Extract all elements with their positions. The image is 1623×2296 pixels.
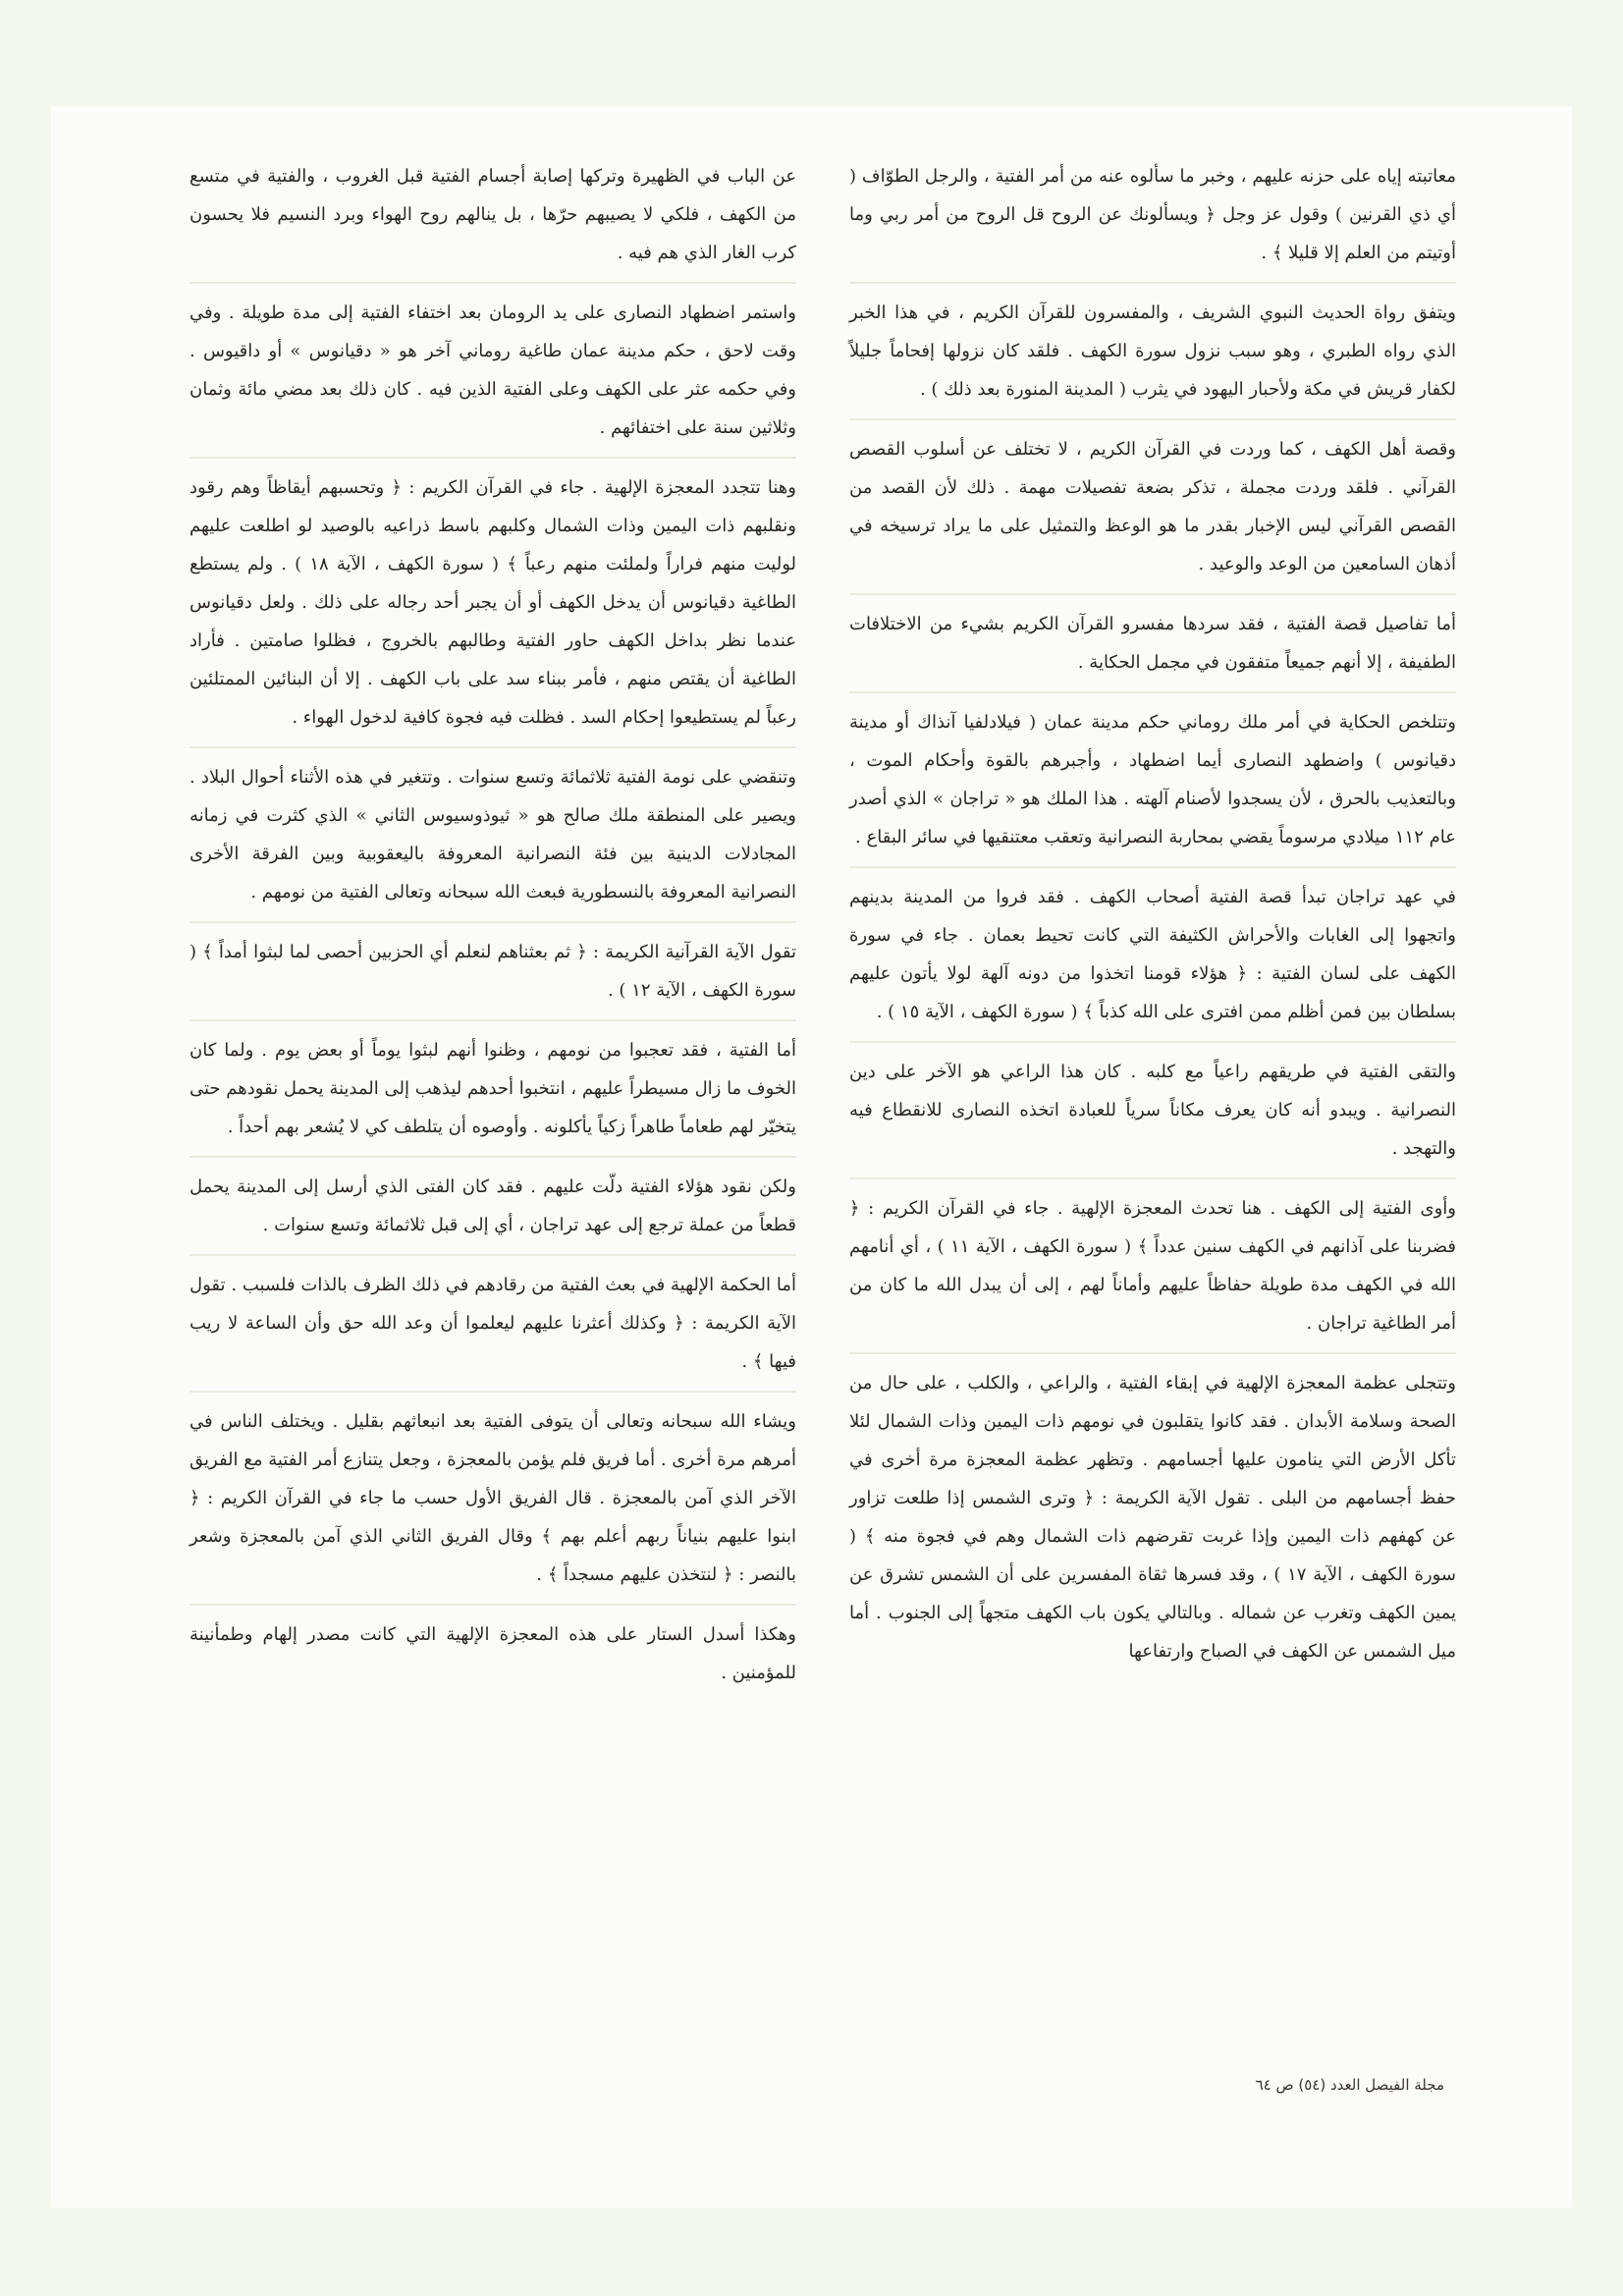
paragraph: أما تفاصيل قصة الفتية ، فقد سردها مفسرو القرآن الكريم بشيء من الاختلافات الطفيفة ، إلا أنهم جميعاً متفقون في مجمل الحكاية .	[849, 605, 1456, 693]
paragraph: وتتجلى عظمة المعجزة الإلهية في إبقاء الفتية ، والراعي ، والكلب ، على حال من الصحة وسلامة الأبدان . فقد كانوا يتقلبون في نومهم ذات اليمين وذات الشمال لئلا تأكل الأرض التي ينامون عليها أجسامهم . وتظهر عظمة المعجزة مرة أخرى في حفظ أجسامهم من البلى . تقول الآية الكريمة : ﴿ وترى الشمس إذا طلعت تزاور عن كهفهم ذات اليمين وإذا غربت تقرضهم ذات الشمال وهم في فجوة منه ﴾ ( سورة الكهف ، الآية ١٧ ) ، وقد فسرها ثقاة المفسرين على أن الشمس تشرق عن يمين الكهف وتغرب عن شماله . وبالتالي يكون باب الكهف متجهاً إلى الجنوب . أما ميل الشمس عن الكهف في الصباح وارتفاعها	[849, 1373, 1457, 1662]
article-column-right	[849, 157, 1456, 1690]
paragraph: في عهد تراجان تبدأ قصة الفتية أصحاب الكهف . فقد فروا من المدينة بدينهم واتجهوا إلى الغابات والأحراش الكثيفة التي كانت تحيط بعمان . جاء في سورة الكهف على لسان الفتية : ﴿ هؤلاء قومنا اتخذوا من دونه آلهة لولا يأتون عليهم بسلطان بين فمن أظلم ممن افترى على الله كذباً ﴾ ( سورة الكهف ، الآية ١٥ ) .	[849, 878, 1456, 1043]
paragraph: تقول الآية القرآنية الكريمة : ﴿ ثم بعثناهم لنعلم أي الحزبين أحصى لما لبثوا أمداً ﴾ ( سورة الكهف ، الآية ١٢ ) .	[189, 933, 796, 1021]
paragraph: ويشاء الله سبحانه وتعالى أن يتوفى الفتية بعد انبعاثهم بقليل . ويختلف الناس في أمرهم مرة أخرى . أما فريق فلم يؤمن بالمعجزة ، وجعل يتنازع أمر الفتية مع الفريق الآخر الذي آمن بالمعجزة . قال الفريق الأول حسب ما جاء في القرآن الكريم : ﴿ ابنوا عليهم بنياناً ربهم أعلم بهم ﴾ وقال الفريق الثاني الذي آمن بالمعجزة وشعر بالنصر : ﴿ لنتخذن عليهم مسجداً ﴾ .	[189, 1402, 796, 1606]
paragraph: أما الحكمة الإلهية في بعث الفتية من رقادهم في ذلك الظرف بالذات فلسبب . تقول الآية الكريمة : ﴿ وكذلك أعثرنا عليهم ليعلموا أن وعد الله حق وأن الساعة لا ريب فيها ﴾ .	[189, 1266, 796, 1393]
paragraph: ويتفق رواة الحديث النبوي الشريف ، والمفسرون للقرآن الكريم ، في هذا الخبر الذي رواه الطبري ، وهو سبب نزول سورة الكهف . فلقد كان نزولها إفحاماً جليلاً لكفار قريش في مكة ولأحبار اليهود في يثرب ( المدينة المنورة بعد ذلك ) .	[849, 294, 1456, 420]
paragraph: وتتلخص الحكاية في أمر ملك روماني حكم مدينة عمان ( فيلادلفيا آنذاك أو مدينة دقيانوس ) واضطهد النصارى أيما اضطهاد ، وأجبرهم بالقوة وأحكام الموت ، وبالتعذيب بالحرق ، لأن يسجدوا لأصنام آلهته . هذا الملك هو « تراجان » الذي أصدر عام ١١٢ ميلادي مرسوماً يقضي بمحاربة النصرانية وتعقب معتنقيها في سائر البقاع .	[849, 703, 1456, 868]
paragraph: وأوى الفتية إلى الكهف . هنا تحدث المعجزة الإلهية . جاء في القرآن الكريم : ﴿ فضربنا على آذانهم في الكهف سنين عدداً ﴾ ( سورة الكهف ، الآية ١١ ) ، أي أنامهم الله في الكهف مدة طويلة حفاظاً عليهم وأماناً لهم ، إلى أن يبدل الله ما كان من أمر الطاغية تراجان .	[849, 1189, 1456, 1354]
paragraph: واستمر اضطهاد النصارى على يد الرومان بعد اختفاء الفتية إلى مدة طويلة . وفي وقت لاحق ، حكم مدينة عمان طاغية روماني آخر هو « دقيانوس » أو داقيوس . وفي حكمه عثر على الكهف وعلى الفتية الذين فيه . كان ذلك بعد مضي مائة وثمان وثلاثين سنة على اختفائهم .	[189, 294, 796, 459]
page-footer-citation: مجلة الفيصل العدد (٥٤) ص ٦٤	[1255, 2076, 1444, 2094]
paragraph: والتقى الفتية في طريقهم راعياً مع كلبه . كان هذا الراعي هو الآخر على دين النصرانية . ويبدو أنه كان يعرف مكاناً سرياً للعبادة اتخذه النصارى للانقطاع فيه والتهجد .	[849, 1053, 1456, 1179]
paragraph: وقصة أهل الكهف ، كما وردت في القرآن الكريم ، لا تختلف عن أسلوب القصص القرآني . فلقد وردت مجملة ، تذكر بضعة تفصيلات مهمة . ذلك لأن القصد من القصص القرآني ليس الإخبار بقدر ما هو الوعظ والتمثيل على ما يراد ترسيخه في أذهان السامعين من الوعد والوعيد .	[849, 430, 1456, 595]
paragraph: وهنا تتجدد المعجزة الإلهية . جاء في القرآن الكريم : ﴿ وتحسبهم أيقاظاً وهم رقود ونقلبهم ذات اليمين وذات الشمال وكلبهم باسط ذراعيه بالوصيد لو اطلعت عليهم لوليت منهم فراراً ولملئت منهم رعباً ﴾ ( سورة الكهف ، الآية ١٨ ) . ولم يستطع الطاغية دقيانوس أن يدخل الكهف أو أن يجبر أحد رجاله على ذلك . ولعل دقيانوس عندما نظر بداخل الكهف حاور الفتية وطالبهم بالخروج ، فظلوا صامتين . فأراد الطاغية أن يقتص منهم ، فأمر ببناء سد على باب الكهف . إلا أن البنائين الممتلئين رعباً لم يستطيعوا إحكام السد . فظلت فيه فجوة كافية لدخول الهواء .	[189, 468, 796, 748]
paragraph: ولكن نقود هؤلاء الفتية دلّت عليهم . فقد كان الفتى الذي أرسل إلى المدينة يحمل قطعاً من عملة ترجع إلى عهد تراجان ، أي إلى قبل ثلاثمائة وتسع سنوات .	[189, 1168, 796, 1256]
paragraph: معاتبته إياه على حزنه عليهم ، وخبر ما سألوه عنه من أمر الفتية ، والرجل الطوّاف ( أي ذي القرنين ) وقول عز وجل ﴿ ويسألونك عن الروح قل الروح من أمر ربي وما أوتيتم من العلم إلا قليلا ﴾ .	[849, 157, 1456, 284]
article-column-left	[189, 157, 796, 1712]
paragraph: وهكذا أسدل الستار على هذه المعجزة الإلهية التي كانت مصدر إلهام وطمأنينة للمؤمنين .	[189, 1624, 796, 1683]
paragraph: أما الفتية ، فقد تعجبوا من نومهم ، وظنوا أنهم لبثوا يوماً أو بعض يوم . ولما كان الخوف ما زال مسيطراً عليهم ، انتخبوا أحدهم ليذهب إلى المدينة يحمل نقودهم حتى يتخيّر لهم طعاماً طاهراً زكياً يأكلونه . وأوصوه أن يتلطف كي لا يُشعر بهم أحداً .	[189, 1031, 796, 1158]
paragraph: وتنقضي على نومة الفتية ثلاثمائة وتسع سنوات . وتتغير في هذه الأثناء أحوال البلاد . ويصير على المنطقة ملك صالح هو « ثيوذوسيوس الثاني » الذي كثرت في زمانه المجادلات الدينية بين فئة النصرانية المعروفة باليعقوبية وبين الفرقة الأخرى النصرانية المعروفة بالنسطورية فبعث الله سبحانه وتعالى الفتية من نومهم .	[189, 758, 796, 923]
magazine-page	[51, 106, 1572, 2208]
paragraph: عن الباب في الظهيرة وتركها إصابة أجسام الفتية قبل الغروب ، والفتية في متسع من الكهف ، فلكي لا يصيبهم حرّها ، بل ينالهم روح الهواء وبرد النسيم فلا يحسون كرب الغار الذي هم فيه .	[189, 157, 796, 284]
